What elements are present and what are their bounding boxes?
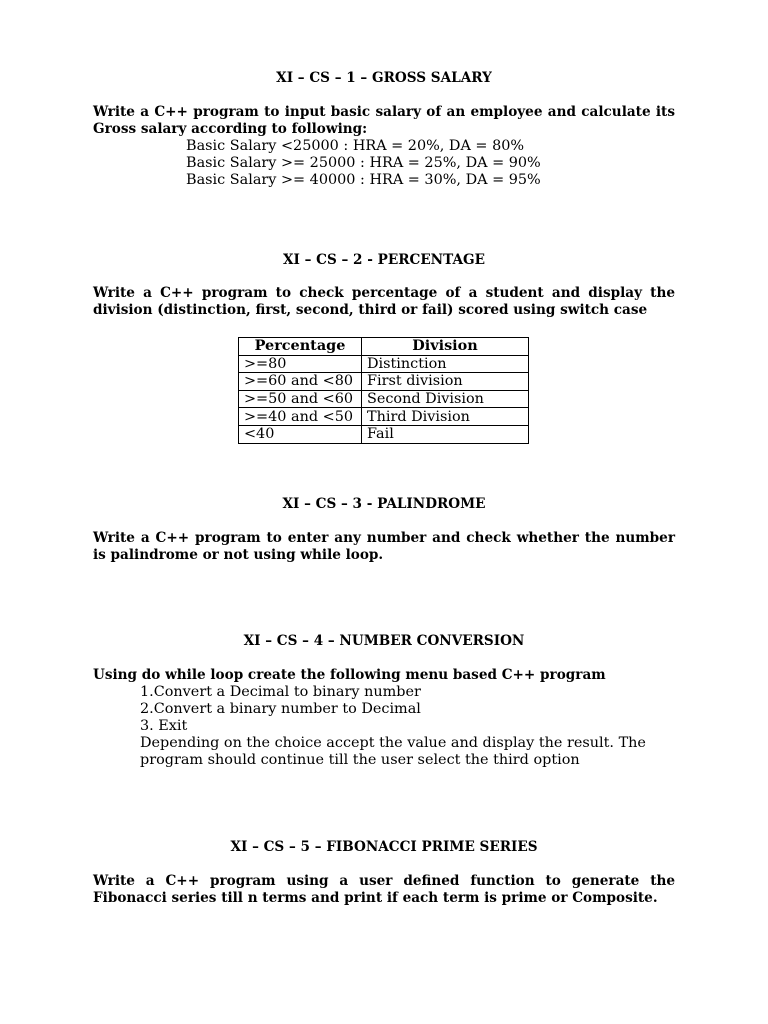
section-5-task: Write a C++ program using a user defined function to generate the Fibonacci series till n terms and print if each term is prime or Composite.: [93, 873, 675, 907]
table-cell-percentage: >=50 and <60: [239, 390, 362, 408]
section-2-heading: XI – CS – 2 - PERCENTAGE: [282, 252, 485, 268]
table-header-percentage: Percentage: [239, 338, 362, 356]
table-cell-percentage: >=80: [239, 355, 362, 373]
menu-option-2: 2.Convert a binary number to Decimal: [140, 701, 421, 717]
section-2-task: Write a C++ program to check percentage of a student and display the division (distinction, first, second, third or fail) scored using switch case: [93, 285, 675, 319]
table-header-division: Division: [362, 338, 529, 356]
table-row: [239, 408, 529, 426]
table-row: [239, 355, 529, 373]
section-4-task: Using do while loop create the following menu based C++ program: [93, 667, 606, 683]
table-row: [239, 390, 529, 408]
table-cell-percentage: <40: [239, 425, 362, 443]
table-cell-division: First division: [362, 373, 529, 391]
division-table: [238, 337, 529, 444]
table-cell-percentage: >=60 and <80: [239, 373, 362, 391]
section-1-heading: XI – CS – 1 – GROSS SALARY: [276, 70, 492, 86]
table-cell-division: Fail: [362, 425, 529, 443]
salary-rule-2: Basic Salary >= 25000 : HRA = 25%, DA = 90%: [186, 155, 541, 171]
table-header-row: [239, 338, 529, 356]
salary-rule-3: Basic Salary >= 40000 : HRA = 30%, DA = 95%: [186, 172, 541, 188]
section-4-heading: XI – CS – 4 – NUMBER CONVERSION: [243, 633, 525, 649]
table-cell-division: Third Division: [362, 408, 529, 426]
section-5-heading: XI – CS – 5 – FIBONACCI PRIME SERIES: [230, 839, 538, 855]
menu-option-1: 1.Convert a Decimal to binary number: [140, 684, 421, 700]
section-1-task: Write a C++ program to input basic salary of an employee and calculate its Gross salary according to following:: [93, 104, 675, 138]
salary-rule-1: Basic Salary <25000 : HRA = 20%, DA = 80%: [186, 138, 525, 154]
table-row: [239, 425, 529, 443]
menu-option-3: 3. Exit: [140, 718, 188, 734]
table-cell-percentage: >=40 and <50: [239, 408, 362, 426]
section-3-task: Write a C++ program to enter any number and check whether the number is palindrome or not using while loop.: [93, 530, 675, 564]
table-row: [239, 373, 529, 391]
section-3-heading: XI – CS – 3 - PALINDROME: [282, 496, 486, 512]
table-cell-division: Distinction: [362, 355, 529, 373]
table-cell-division: Second Division: [362, 390, 529, 408]
menu-description-line-2: program should continue till the user select the third option: [140, 752, 580, 768]
menu-description-line-1: Depending on the choice accept the value and display the result. The: [140, 735, 646, 751]
